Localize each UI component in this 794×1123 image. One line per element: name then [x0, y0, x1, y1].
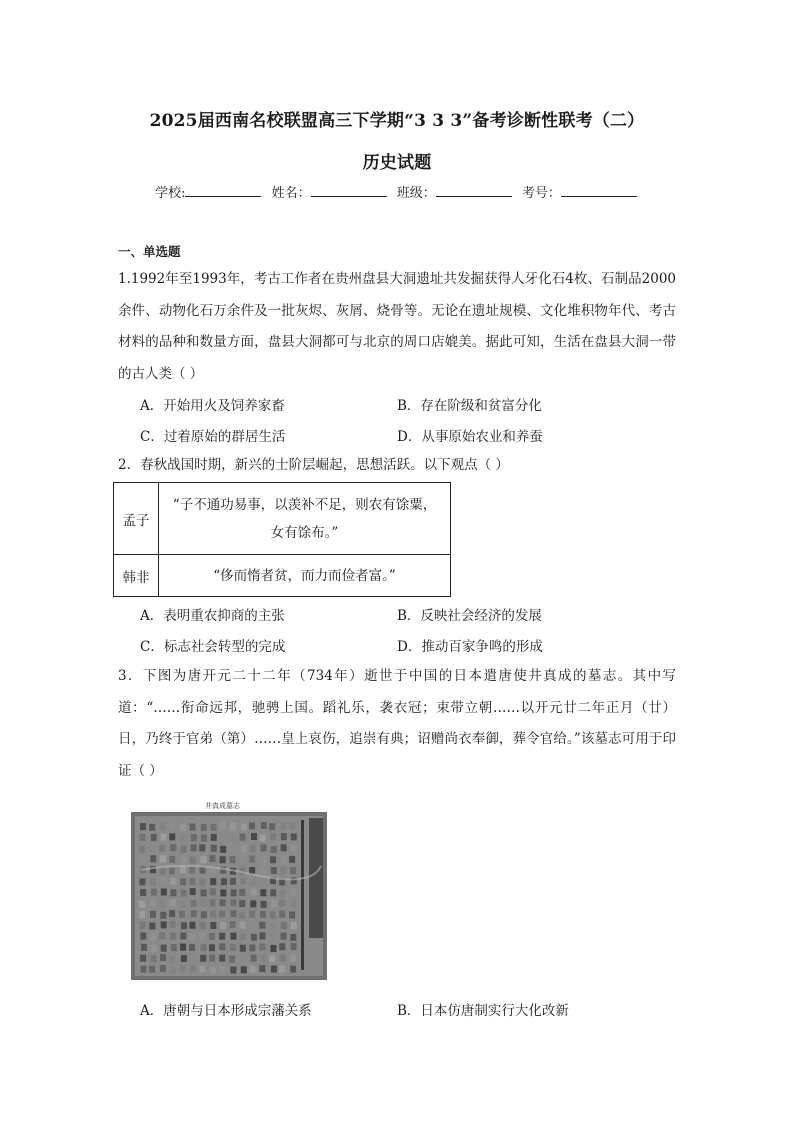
question-1-stem: 1.1992年至1993年，考古工作者在贵州盘县大洞遗址共发掘获得人牙化石4枚、石制品2000余件、动物化石万余件及一批灰烬、灰屑、烧骨等。无论在遗址规模、文化堆积物年代、考古材料的品种和数量方面，盘县大洞都可与北京的周口店媲美。据此可知，生活在盘县大洞一带的古人类（ ） [118, 271, 676, 382]
quote-table [113, 482, 451, 597]
q2-option-d: D．推动百家争鸣的形成 [397, 639, 543, 655]
class-blank[interactable] [436, 184, 512, 197]
name-label: 姓名： [271, 186, 311, 201]
table-cell-quote [159, 483, 451, 555]
name-blank[interactable] [311, 184, 387, 197]
quote-line: 女有馀布。” [270, 524, 339, 541]
student-info-line [0, 182, 794, 201]
q2-option-c: C．标志社会转型的完成 [140, 639, 286, 655]
table-row [114, 555, 451, 597]
quote-line: “侈而惰者贫，而力而俭者富。” [213, 567, 396, 584]
table-cell-speaker: 韩非 [114, 555, 159, 597]
epitaph-caption: 井真成墓志 [205, 802, 240, 810]
section-heading: 一、单选题 [118, 244, 181, 259]
q1-option-a: A．开始用火及饲养家畜 [140, 398, 285, 414]
question-2-stem: 2．春秋战国时期，新兴的士阶层崛起，思想活跃。以下观点（ ） [118, 457, 509, 473]
q1-option-b: B．存在阶级和贫富分化 [397, 398, 542, 414]
q3-option-a: A．唐朝与日本形成宗藩关系 [140, 1003, 312, 1019]
class-label: 班级： [396, 186, 436, 201]
q2-option-b: B．反映社会经济的发展 [397, 608, 542, 624]
epitaph-image [131, 800, 333, 980]
table-cell-quote [159, 555, 451, 597]
quote-line: “子不通功易事，以羡补不足，则农有馀粟， [172, 496, 437, 513]
table-row [114, 483, 451, 555]
question-3-stem: 3．下图为唐开元二十二年（734年）逝世于中国的日本遣唐使井真成的墓志。其中写道：“……衔命远邦，驰骋上国。蹈礼乐，袭衣冠；束带立朝……以开元廿二年正月（廿）日，乃终于官弟（第）……皇上哀伤，追崇有典；诏赠尚衣奉御，葬令官给。”该墓志可用于印证（ ） [118, 668, 676, 779]
table-cell-speaker: 孟子 [114, 483, 159, 555]
q1-option-d: D．从事原始农业和养蚕 [397, 429, 543, 445]
q2-option-a: A．表明重农抑商的主张 [140, 608, 285, 624]
exam-number-label: 考号： [521, 186, 561, 201]
school-blank[interactable] [185, 184, 261, 197]
exam-number-blank[interactable] [561, 184, 637, 197]
exam-title: 2025届西南名校联盟高三下学期“3 3 3”备考诊断性联考（二） [149, 111, 645, 131]
q3-option-b: B．日本仿唐制实行大化改新 [397, 1003, 569, 1019]
q1-option-c: C．过着原始的群居生活 [140, 429, 286, 445]
exam-subject: 历史试题 [362, 153, 432, 173]
school-label: 学校: [155, 186, 186, 201]
